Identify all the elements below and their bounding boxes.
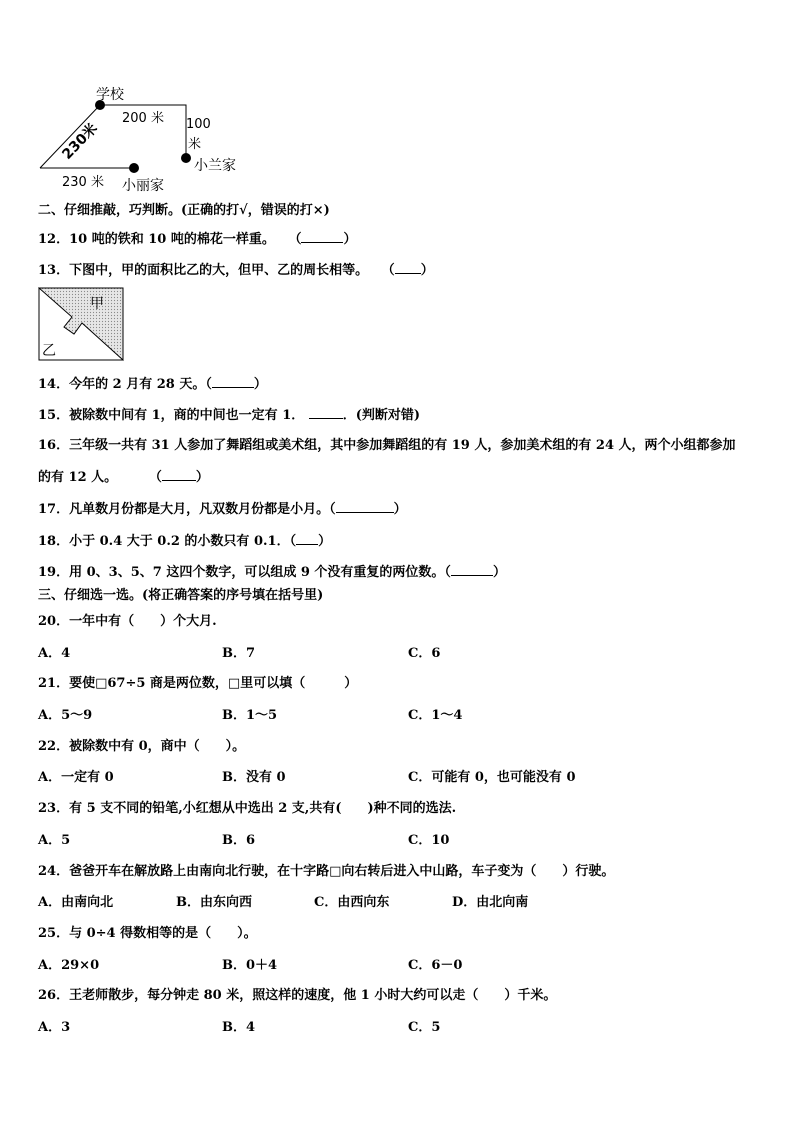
q14-paren-close: ） <box>253 377 267 392</box>
q26-option-a[interactable]: A．3 <box>38 1020 71 1035</box>
q13-paren-close: ） <box>420 263 434 278</box>
q12-paren-open: （ <box>288 232 302 247</box>
q15-text: 15．被除数中间有 1，商的中间也一定有 1． <box>38 408 305 423</box>
q20-option-c[interactable]: C．6 <box>408 646 441 661</box>
q19-text: 19．用 0、3、5、7 这四个数字，可以组成 9 个没有重复的两位数。 <box>38 565 445 580</box>
xiaolan-dot <box>181 153 191 163</box>
q18-paren-open: （ <box>289 534 297 549</box>
question-21: 21．要使□67÷5 商是两位数，□里可以填（ ） <box>38 676 358 691</box>
distance-bottom: 230 米 <box>62 175 104 190</box>
question-14 <box>38 375 267 393</box>
question-16-line2 <box>38 468 209 486</box>
q22-option-b[interactable]: B．没有 0 <box>222 770 286 785</box>
q18-paren-close: ） <box>318 534 332 549</box>
q24-option-a[interactable]: A．由南向北 <box>38 895 114 910</box>
question-17 <box>38 500 407 518</box>
school-label: 学校 <box>96 87 124 103</box>
q19-answer-blank[interactable] <box>451 563 493 576</box>
q18-text: 18．小于 0.4 大于 0.2 的小数只有 0.1． <box>38 534 290 549</box>
distance-diagonal: 230米 <box>59 120 101 163</box>
xiaolan-label: 小兰家 <box>194 158 236 174</box>
q20-option-a[interactable]: A．4 <box>38 646 71 661</box>
q16-answer-blank[interactable] <box>162 468 196 481</box>
question-22: 22．被除数中有 0，商中（ ）。 <box>38 739 246 754</box>
q23-option-b[interactable]: B．6 <box>222 833 256 848</box>
q13-paren-open: （ <box>381 263 395 278</box>
q12-paren-close: ） <box>343 232 357 247</box>
question-26: 26．王老师散步，每分钟走 80 米，照这样的速度，他 1 小时大约可以走（ ）千米。 <box>38 988 557 1003</box>
q19-paren-open: （ <box>444 565 451 580</box>
question-15 <box>38 406 420 424</box>
q24-option-b[interactable]: B．由东向西 <box>176 895 252 910</box>
question-13 <box>38 261 434 279</box>
question-12 <box>38 230 356 248</box>
q13-answer-blank[interactable] <box>395 261 421 274</box>
q13-text: 13．下图中，甲的面积比乙的大，但甲、乙的周长相等。 <box>38 263 369 278</box>
q26-option-c[interactable]: C．5 <box>408 1020 441 1035</box>
q15-suffix: ．(判断对错) <box>342 408 421 423</box>
question-24: 24．爸爸开车在解放路上由南向北行驶，在十字路□向右转后进入中山路，车子变为（ ）行驶。 <box>38 864 615 879</box>
section3-heading: 三、仔细选一选。(将正确答案的序号填在括号里) <box>38 588 324 603</box>
xiaoli-label: 小丽家 <box>122 178 164 194</box>
q21-option-a[interactable]: A．5～9 <box>38 708 93 723</box>
q26-option-b[interactable]: B．4 <box>222 1020 256 1035</box>
label-jia: 甲 <box>90 296 104 312</box>
q16-paren-close: ） <box>195 470 209 485</box>
q25-option-b[interactable]: B．0＋4 <box>222 958 278 973</box>
question-20: 20．一年中有（ ）个大月. <box>38 614 217 629</box>
q17-paren-close: ） <box>393 502 407 517</box>
question-23: 23．有 5 支不同的铅笔,小红想从中选出 2 支,共有( )种不同的选法. <box>38 801 457 816</box>
question-19 <box>38 563 506 581</box>
q25-option-c[interactable]: C．6－0 <box>408 958 463 973</box>
q16-text: 的有 12 人。 <box>38 470 118 485</box>
q16-paren-open: （ <box>148 470 162 485</box>
q22-option-a[interactable]: A．一定有 0 <box>38 770 114 785</box>
q15-answer-blank[interactable] <box>309 406 343 419</box>
question-18 <box>38 532 331 550</box>
section2-heading: 二、仔细推敲，巧判断。(正确的打√，错误的打×) <box>38 203 330 218</box>
q25-option-a[interactable]: A．29×0 <box>38 958 100 973</box>
q12-text: 12．10 吨的铁和 10 吨的棉花一样重。 <box>38 232 275 247</box>
question-16-line1: 16．三年级一共有 31 人参加了舞蹈组或美术组，其中参加舞蹈组的有 19 人，参加美术组的有 24 人，两个小组都参加 <box>38 438 736 453</box>
q12-answer-blank[interactable] <box>301 230 343 243</box>
q23-option-a[interactable]: A．5 <box>38 833 71 848</box>
q17-paren-open: （ <box>329 502 336 517</box>
xiaoli-dot <box>129 163 139 173</box>
distance-right-num: 100 <box>186 117 211 132</box>
q22-option-c[interactable]: C．可能有 0，也可能没有 0 <box>408 770 576 785</box>
q17-answer-blank[interactable] <box>336 500 394 513</box>
distance-right-unit: 米 <box>188 137 202 152</box>
q14-text: 14．今年的 2 月有 28 天。 <box>38 377 206 392</box>
q14-answer-blank[interactable] <box>212 375 254 388</box>
q21-option-b[interactable]: B．1～5 <box>222 708 278 723</box>
q18-answer-blank[interactable] <box>296 532 318 545</box>
q19-paren-close: ） <box>492 565 506 580</box>
question-25: 25．与 0÷4 得数相等的是（ ）。 <box>38 926 257 941</box>
q21-option-c[interactable]: C．1～4 <box>408 708 463 723</box>
q14-paren-open: （ <box>205 377 212 392</box>
q24-option-d[interactable]: D．由北向南 <box>452 895 529 910</box>
distance-top: 200 米 <box>122 111 164 126</box>
q23-option-c[interactable]: C．10 <box>408 833 450 848</box>
q17-text: 17．凡单数月份都是大月，凡双数月份都是小月。 <box>38 502 330 517</box>
q20-option-b[interactable]: B．7 <box>222 646 256 661</box>
q24-option-c[interactable]: C．由西向东 <box>314 895 390 910</box>
route-map-figure <box>34 80 254 198</box>
area-figure <box>38 287 126 363</box>
label-yi: 乙 <box>42 343 56 359</box>
